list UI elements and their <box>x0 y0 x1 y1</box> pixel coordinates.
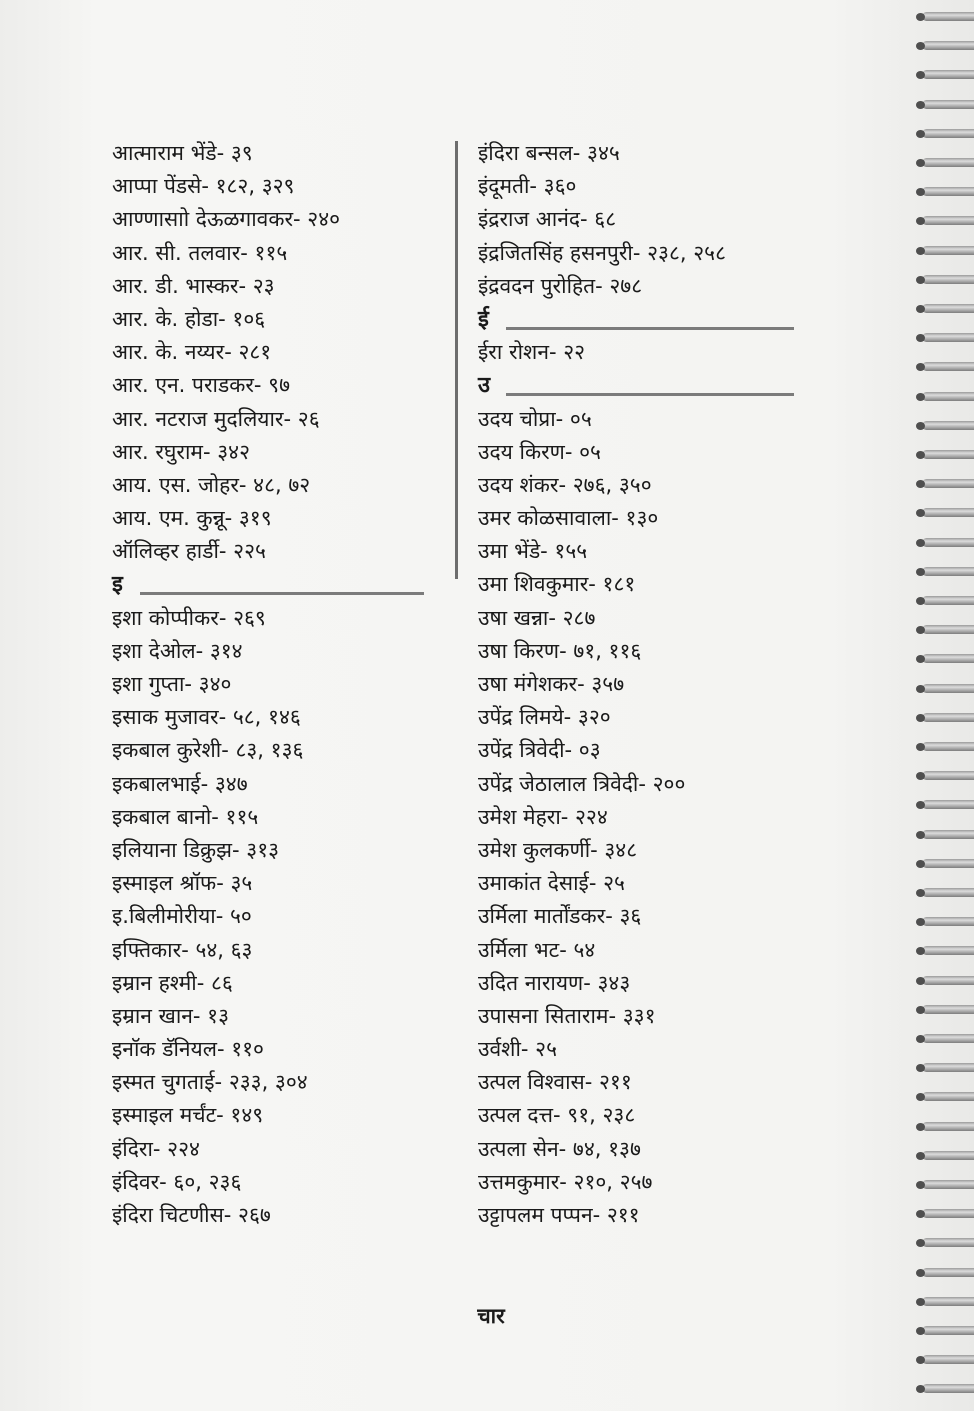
index-entry: इंदिरा बन्सल- ३४५ <box>478 141 620 165</box>
binding-coil <box>916 740 974 754</box>
binding-coil <box>916 1295 974 1309</box>
binding-wire <box>922 859 974 868</box>
binding-coil <box>916 1061 974 1075</box>
binding-coil <box>916 448 974 462</box>
binding-hole <box>916 1152 925 1160</box>
binding-hole <box>916 714 925 722</box>
index-entry: उत्पल विश्वास- २११ <box>478 1070 632 1095</box>
index-entry: इंद्रराज आनंद- ६८ <box>478 207 617 232</box>
index-entry: इम्रान हश्मी- ८६ <box>112 970 233 995</box>
binding-hole <box>916 422 925 430</box>
binding-wire <box>922 742 974 751</box>
index-entry: उमाकांत देसाई- २५ <box>478 871 625 896</box>
binding-hole <box>916 539 925 547</box>
index-entry: इशा गुप्ता- ३४० <box>112 672 232 696</box>
index-entry: उर्मिला मार्तोंडकर- ३६ <box>478 904 642 929</box>
binding-wire <box>922 362 974 371</box>
binding-hole <box>916 831 925 839</box>
binding-wire <box>922 1238 974 1247</box>
binding-wire <box>922 158 974 167</box>
binding-wire <box>922 713 974 722</box>
binding-coil <box>916 1003 974 1017</box>
binding-hole <box>916 568 925 576</box>
binding-wire <box>922 654 974 663</box>
index-entry: आर. के. होडा- १०६ <box>112 306 266 331</box>
index-column-right <box>478 137 798 1232</box>
binding-wire <box>922 1063 974 1072</box>
binding-coil <box>916 68 974 82</box>
binding-coil <box>916 974 974 988</box>
index-entry: उषा खन्ना- २८७ <box>478 605 596 630</box>
index-entry: आर. नटराज मुदलियार- २६ <box>112 406 320 431</box>
binding-wire <box>922 625 974 634</box>
index-entry: इ.बिलीमोरीया- ५० <box>112 904 252 929</box>
index-entry: इस्माइल मर्चंट- १४९ <box>112 1103 264 1128</box>
binding-coil <box>916 156 974 170</box>
binding-wire <box>922 800 974 809</box>
index-entry: उमेश कुलकर्णी- ३४८ <box>478 837 638 862</box>
binding-wire <box>922 421 974 430</box>
binding-coil <box>916 477 974 491</box>
binding-wire <box>922 333 974 342</box>
binding-coil <box>916 419 974 433</box>
index-entry: इफ्तिकार- ५४, ६३ <box>112 937 253 962</box>
binding-wire <box>922 1005 974 1014</box>
binding-hole <box>916 685 925 693</box>
binding-hole <box>916 159 925 167</box>
binding-wire <box>922 538 974 547</box>
binding-wire <box>922 1034 974 1043</box>
binding-coil <box>916 244 974 258</box>
binding-wire <box>922 1151 974 1160</box>
index-entry: आर. रघुराम- ३४२ <box>112 439 251 464</box>
binding-coil <box>916 302 974 316</box>
binding-hole <box>916 1327 925 1335</box>
index-entry: उपेंद्र लिमये- ३२० <box>478 705 611 730</box>
binding-hole <box>916 1123 925 1131</box>
binding-wire <box>922 917 974 926</box>
spiral-binding <box>912 0 974 1411</box>
index-entry: इंदिरा चिटणीस- २६७ <box>112 1203 271 1227</box>
index-entry: ईरा रोशन- २२ <box>478 340 586 365</box>
index-entry: इकबालभाई- ३४७ <box>112 771 248 796</box>
index-entry: उमर कोळसावाला- १३० <box>478 506 659 531</box>
binding-coil <box>916 944 974 958</box>
index-entry: उषा मंगेशकर- ३५७ <box>478 672 625 696</box>
index-entry: इंदिवर- ६०, २३६ <box>112 1169 242 1194</box>
binding-hole <box>916 451 925 459</box>
index-entry: उदय चोप्रा- ०५ <box>478 406 592 431</box>
index-entry: इलियाना डिक्रुझ- ३१३ <box>112 837 280 862</box>
binding-wire <box>922 1092 974 1101</box>
index-entry: उदित नारायण- ३४३ <box>478 970 631 995</box>
letter-underline <box>140 592 424 595</box>
binding-wire <box>922 976 974 985</box>
binding-hole <box>916 860 925 868</box>
binding-coil <box>916 98 974 112</box>
binding-coil <box>916 623 974 637</box>
binding-hole <box>916 1035 925 1043</box>
binding-wire <box>922 129 974 138</box>
binding-hole <box>916 393 925 401</box>
index-entry: इकबाल कुरेशी- ८३, १३६ <box>112 738 304 763</box>
binding-coil <box>916 1149 974 1163</box>
index-entry: इस्माइल श्रॉफ- ३५ <box>112 871 253 896</box>
index-entry: आर. सी. तलवार- ११५ <box>112 240 288 265</box>
index-entry: उमा भेंडे- १५५ <box>478 539 588 564</box>
binding-coil <box>916 1207 974 1221</box>
index-entry: इंदिरा- २२४ <box>112 1136 200 1161</box>
index-entry: उर्वशी- २५ <box>478 1037 557 1062</box>
index-letter: इ <box>112 572 123 598</box>
index-entry: आर. के. नय्यर- २८१ <box>112 340 272 365</box>
binding-coil <box>916 1266 974 1280</box>
binding-wire <box>922 275 974 284</box>
binding-coil <box>916 828 974 842</box>
binding-wire <box>922 1209 974 1218</box>
index-entry: उर्मिला भट- ५४ <box>478 937 596 962</box>
index-entry: इस्मत चुगताई- २३३, ३०४ <box>112 1070 308 1095</box>
binding-wire <box>922 888 974 897</box>
binding-hole <box>916 276 925 284</box>
binding-coil <box>916 711 974 725</box>
binding-hole <box>916 247 925 255</box>
binding-wire <box>922 450 974 459</box>
index-entry: आर. डी. भास्कर- २३ <box>112 273 275 298</box>
binding-coil <box>916 1236 974 1250</box>
binding-wire <box>922 1297 974 1306</box>
binding-wire <box>922 304 974 313</box>
binding-coil <box>916 273 974 287</box>
letter-underline <box>506 393 794 396</box>
index-entry: उषा किरण- ७१, ११६ <box>478 638 642 663</box>
index-entry: आय. एम. कुन्नू- ३१९ <box>112 506 272 531</box>
binding-wire <box>922 596 974 605</box>
index-entry: इंद्रजितसिंह हसनपुरी- २३८, २५८ <box>478 240 726 265</box>
index-entry: उपेंद्र जेठालाल त्रिवेदी- २०० <box>478 771 686 796</box>
index-letter-heading <box>478 303 798 336</box>
index-letter-heading <box>112 568 432 601</box>
binding-coil <box>916 682 974 696</box>
binding-wire <box>922 830 974 839</box>
index-entry: उमेश मेहरा- २२४ <box>478 804 608 829</box>
binding-wire <box>922 70 974 79</box>
index-entry: आप्पा पेंडसे- १८२, ३२९ <box>112 174 295 199</box>
binding-coil <box>916 185 974 199</box>
binding-hole <box>916 743 925 751</box>
column-divider <box>455 141 458 579</box>
binding-coil <box>916 1032 974 1046</box>
binding-coil <box>916 10 974 24</box>
index-entry: उत्पल दत्त- ९१, २३८ <box>478 1103 636 1128</box>
index-entry: आत्माराम भेंडे- ३९ <box>112 141 253 165</box>
binding-wire <box>922 479 974 488</box>
binding-coil <box>916 857 974 871</box>
binding-coil <box>916 214 974 228</box>
index-entry: उपेंद्र त्रिवेदी- ०३ <box>478 738 601 763</box>
binding-wire <box>922 508 974 517</box>
binding-coil <box>916 1353 974 1367</box>
binding-wire <box>922 12 974 21</box>
binding-hole <box>916 1269 925 1277</box>
page-number: चार <box>477 1304 505 1328</box>
binding-hole <box>916 977 925 985</box>
binding-coil <box>916 390 974 404</box>
binding-wire <box>922 567 974 576</box>
binding-coil <box>916 1324 974 1338</box>
index-entry: उदय किरण- ०५ <box>478 439 601 464</box>
index-entry: इनॉक डॅनियल- ११० <box>112 1037 264 1062</box>
binding-wire <box>922 1355 974 1364</box>
binding-coil <box>916 127 974 141</box>
index-entry: ऑलिव्हर हार्डी- २२५ <box>112 539 266 564</box>
index-entry: उपासना सिताराम- ३३१ <box>478 1003 656 1028</box>
binding-coil <box>916 769 974 783</box>
index-entry: इम्रान खान- १३ <box>112 1003 230 1028</box>
binding-coil <box>916 565 974 579</box>
binding-wire <box>922 187 974 196</box>
binding-wire <box>922 1180 974 1189</box>
binding-hole <box>916 130 925 138</box>
index-entry: उत्तमकुमार- २१०, २५७ <box>478 1169 653 1194</box>
index-column-left <box>112 137 432 1232</box>
binding-coil <box>916 331 974 345</box>
index-entry: इसाक मुजावर- ५८, १४६ <box>112 705 301 730</box>
binding-wire <box>922 216 974 225</box>
index-letter: उ <box>478 373 491 399</box>
binding-hole <box>916 13 925 21</box>
binding-hole <box>916 305 925 313</box>
binding-wire <box>922 246 974 255</box>
binding-coil <box>916 798 974 812</box>
binding-hole <box>916 597 925 605</box>
binding-hole <box>916 1298 925 1306</box>
index-entry: उमा शिवकुमार- १८१ <box>478 572 636 597</box>
index-entry: इंद्रवदन पुरोहित- २७८ <box>478 273 643 298</box>
index-entry: इकबाल बानो- ११५ <box>112 804 259 829</box>
index-entry: उत्पला सेन- ७४, १३७ <box>478 1136 641 1161</box>
binding-coil <box>916 39 974 53</box>
binding-wire <box>922 1384 974 1393</box>
index-entry: आय. एस. जोहर- ४८, ७२ <box>112 472 311 497</box>
index-entry: इशा देओल- ३१४ <box>112 638 243 663</box>
binding-coil <box>916 1178 974 1192</box>
binding-wire <box>922 1122 974 1131</box>
binding-coil <box>916 915 974 929</box>
binding-wire <box>922 946 974 955</box>
binding-coil <box>916 1382 974 1396</box>
binding-wire <box>922 771 974 780</box>
binding-hole <box>916 889 925 897</box>
binding-coil <box>916 506 974 520</box>
binding-wire <box>922 1268 974 1277</box>
binding-hole <box>916 1006 925 1014</box>
binding-hole <box>916 101 925 109</box>
binding-coil <box>916 536 974 550</box>
binding-coil <box>916 360 974 374</box>
binding-coil <box>916 1120 974 1134</box>
binding-wire <box>922 100 974 109</box>
binding-hole <box>916 1181 925 1189</box>
index-entry: आर. एन. पराडकर- ९७ <box>112 373 291 398</box>
index-entry: उट्टापलम पप्पन- २११ <box>478 1203 640 1227</box>
binding-coil <box>916 886 974 900</box>
binding-coil <box>916 652 974 666</box>
index-entry: आण्णासाो देऊळगावकर- २४० <box>112 207 341 232</box>
index-entry: उदय शंकर- २७६, ३५० <box>478 472 652 497</box>
binding-coil <box>916 594 974 608</box>
binding-wire <box>922 41 974 50</box>
index-letter: ई <box>478 306 489 332</box>
binding-wire <box>922 1326 974 1335</box>
binding-wire <box>922 392 974 401</box>
binding-wire <box>922 684 974 693</box>
index-entry: इशा कोप्पीकर- २६९ <box>112 605 266 630</box>
index-letter-heading <box>478 369 798 402</box>
letter-underline <box>506 327 794 330</box>
binding-coil <box>916 1090 974 1104</box>
index-entry: इंदूमती- ३६० <box>478 174 577 199</box>
